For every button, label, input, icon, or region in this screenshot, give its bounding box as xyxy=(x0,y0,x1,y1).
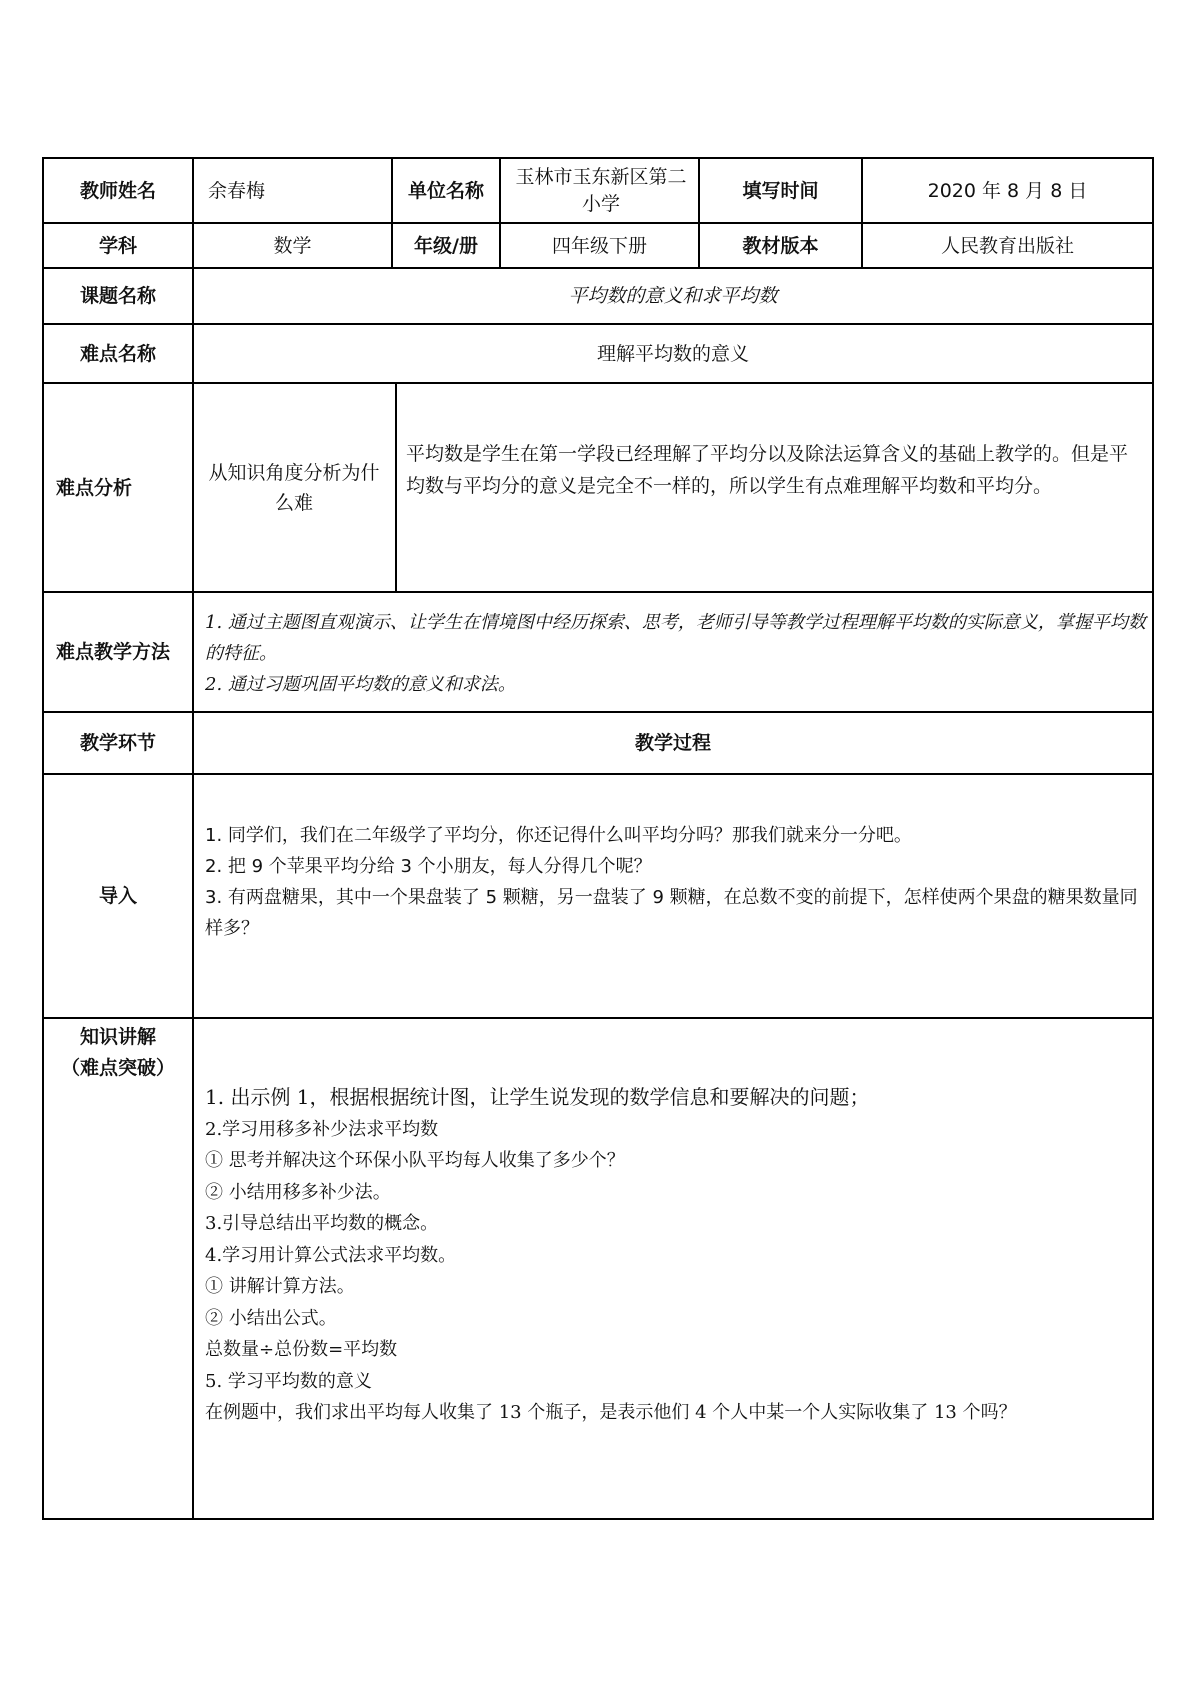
subject-value: 数学 xyxy=(273,234,312,257)
teacher-name-label: 教师姓名 xyxy=(79,179,156,202)
method-item: 1. 通过主题图直观演示、让学生在情境图中经历探索、思考，老师引导等教学过程理解平均数的实际意义，掌握平均数的特征。 xyxy=(205,612,1146,664)
analysis-text xyxy=(406,438,1144,502)
grid-line xyxy=(42,773,1154,775)
grid-line xyxy=(42,1518,1154,1520)
knowledge-item: ① 讲解计算方法。 xyxy=(205,1276,355,1297)
fill-date-value: 2020 年 8 月 8 日 xyxy=(927,179,1088,202)
fill-date-label: 填写时间 xyxy=(742,179,819,202)
knowledge-item: 1. 出示例 1，根据根据统计图，让学生说发现的数学信息和要解决的问题； xyxy=(205,1085,870,1109)
knowledge-item: 2.学习用移多补少法求平均数 xyxy=(205,1118,439,1140)
subject-label: 学科 xyxy=(98,234,137,257)
process-stage-label: 教学环节 xyxy=(79,732,156,754)
grade-label: 年级/册 xyxy=(414,234,478,257)
knowledge-text xyxy=(205,1082,1147,1429)
grid-line xyxy=(395,382,397,591)
unit-name-value: 玉林市玉东新区第二小学 xyxy=(515,165,687,215)
knowledge-item: 3.引导总结出平均数的概念。 xyxy=(205,1213,439,1234)
knowledge-item: 在例题中，我们求出平均每人收集了 13 个瓶子，是表示他们 4 个人中某一个人实际收集了 13 个吗？ xyxy=(205,1402,1017,1423)
intro-item: 1. 同学们，我们在二年级学了平均分，你还记得什么叫平均分吗？那我们就来分一分吧。 xyxy=(205,825,912,846)
intro-item: 2. 把 9 个苹果平均分给 3 个小朋友，每人分得几个呢？ xyxy=(205,856,652,877)
teacher-name-value: 余春梅 xyxy=(208,179,266,202)
method-text xyxy=(205,607,1147,700)
knowledge-label-line2: （难点突破） xyxy=(60,1057,175,1079)
method-item: 2. 通过习题巩固平均数的意义和求法。 xyxy=(205,674,516,695)
grid-line xyxy=(1152,157,1154,1520)
method-label: 难点教学方法 xyxy=(56,641,171,663)
analysis-paragraph: 平均数是学生在第一学段已经理解了平均分以及除法运算含义的基础上教学的。但是平均数与平均分的意义是完全不一样的，所以学生有点难理解平均数和平均分。 xyxy=(406,443,1129,497)
grid-line xyxy=(42,1017,1154,1019)
analysis-sub-label: 从知识角度分析为什么难 xyxy=(208,461,380,514)
difficulty-label: 难点名称 xyxy=(79,342,156,365)
knowledge-item: 4.学习用计算公式法求平均数。 xyxy=(205,1244,457,1266)
grid-line xyxy=(42,591,1154,593)
intro-item: 3. 有两盘糖果，其中一个果盘装了 5 颗糖，另一盘装了 9 颗糖，在总数不变的前提下，怎样使两个果盘的糖果数量同样多？ xyxy=(205,887,1138,939)
topic-value: 平均数的意义和求平均数 xyxy=(568,285,778,307)
unit-name-label: 单位名称 xyxy=(407,179,484,202)
intro-text xyxy=(205,820,1147,944)
knowledge-item: ② 小结用移多补少法。 xyxy=(205,1181,391,1203)
knowledge-label-line1: 知识讲解 xyxy=(79,1026,156,1048)
topic-label: 课题名称 xyxy=(79,285,156,307)
grade-value: 四年级下册 xyxy=(551,234,647,257)
process-header-value: 教学过程 xyxy=(634,732,711,754)
knowledge-item: 总数量÷总份数=平均数 xyxy=(205,1339,398,1360)
edition-value: 人民教育出版社 xyxy=(940,234,1074,257)
knowledge-item: ② 小结出公式。 xyxy=(205,1307,337,1329)
edition-label: 教材版本 xyxy=(742,234,819,257)
knowledge-label xyxy=(44,1022,192,1084)
analysis-label: 难点分析 xyxy=(56,476,133,499)
knowledge-item: 5. 学习平均数的意义 xyxy=(205,1370,372,1392)
intro-label: 导入 xyxy=(98,885,137,907)
difficulty-value: 理解平均数的意义 xyxy=(596,342,749,365)
knowledge-item: ① 思考并解决这个环保小队平均每人收集了多少个？ xyxy=(205,1150,625,1171)
